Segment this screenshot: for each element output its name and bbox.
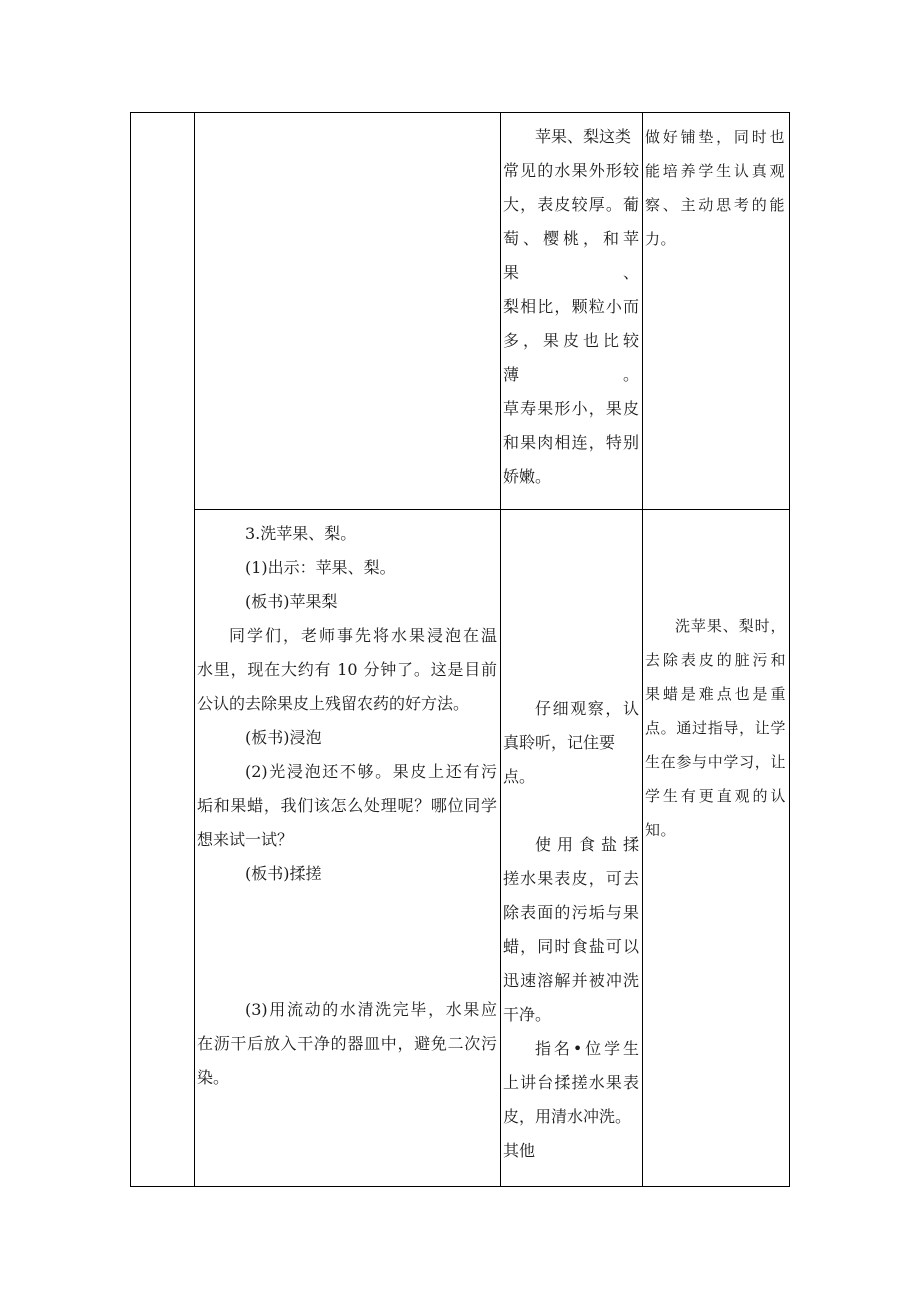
section-heading: 3.洗苹果、梨。 <box>245 524 357 543</box>
text-line: 同学们，老师事先将水果浸泡在温 <box>229 626 497 645</box>
text-line: 果蜡是难点也是重 <box>645 685 786 703</box>
text-line: 常见的水果外形较 <box>503 161 639 180</box>
text-line: 迅速溶解并被冲洗 <box>503 971 639 990</box>
text-line: (2)光浸泡还不够。果皮上还有污 <box>245 762 497 781</box>
text-line: 染。 <box>197 1068 230 1087</box>
table-divider-2 <box>500 112 501 1187</box>
text-line: 做好铺垫，同时也 <box>645 128 785 146</box>
row1-design-intent <box>645 120 785 256</box>
step-1: (1)出示：苹果、梨。 <box>245 558 396 577</box>
text-line: 苹果、梨这类 <box>535 127 632 146</box>
board-note-2: (板书)浸泡 <box>245 728 322 747</box>
board-note-3: (板书)揉搓 <box>245 864 322 883</box>
text-line: 想来试一试？ <box>197 830 294 849</box>
text-line: (3)用流动的水清洗完毕，水果应 <box>245 1000 497 1019</box>
row2-design-intent <box>645 609 786 847</box>
text-line: 学生有更直观的认 <box>645 787 786 805</box>
text-line: 仔细观察，认 <box>535 699 639 718</box>
text-line: 真聆听，记住要点。 <box>503 733 616 786</box>
table-divider-3 <box>642 112 643 1187</box>
text-line: 水里，现在大约有 10 分钟了。这是目前 <box>197 660 497 679</box>
table-divider-1 <box>194 112 195 1187</box>
text-line: 去除表皮的脏污和 <box>645 651 786 669</box>
text-line: 其他 <box>503 1141 536 1160</box>
text-line: 除表面的污垢与果 <box>503 903 639 922</box>
table-border-left <box>130 112 131 1187</box>
text-line: 生在参与中学习，让 <box>645 753 786 771</box>
text-line: 和果肉相连，特别 <box>503 433 639 452</box>
row2-teacher-activity <box>197 517 497 1095</box>
text-line: 干净。 <box>503 1005 552 1024</box>
board-note-1: (板书)苹果梨 <box>245 592 338 611</box>
text-line: 草寿果形小，果皮 <box>503 399 639 418</box>
text-line: 搓水果表皮，可去 <box>503 869 639 888</box>
text-line: 皮，用清水冲洗。 <box>503 1107 632 1126</box>
text-line: 能培养学生认真观 <box>645 162 785 180</box>
text-line: 在沥干后放入干净的器皿中，避免二次污 <box>197 1034 497 1053</box>
row2-student-activity <box>503 692 639 1168</box>
text-line: 多，果皮也比较薄。 <box>503 331 639 384</box>
text-line: 使用食盐揉 <box>535 835 639 854</box>
row-divider <box>194 509 790 510</box>
text-line: 指名•位学生 <box>535 1039 639 1058</box>
text-line: 知。 <box>645 821 677 839</box>
text-line: 上讲台揉搓水果表 <box>503 1073 639 1092</box>
table-border-right <box>789 112 790 1187</box>
text-line: 洗苹果、梨时， <box>675 617 786 635</box>
row1-student-activity <box>503 120 639 494</box>
text-line: 公认的去除果皮上残留农药的好方法。 <box>197 694 470 713</box>
text-line: 蜡，同时食盐可以 <box>503 937 639 956</box>
text-line: 梨相比，颗粒小而 <box>503 297 639 316</box>
table-border-bottom <box>130 1186 790 1187</box>
text-line: 萄、樱桃，和苹果、 <box>503 229 639 282</box>
text-line: 大，表皮较厚。葡 <box>503 195 639 214</box>
text-line: 察、主动思考的能 <box>645 196 785 214</box>
text-line: 垢和果蜡，我们该怎么处理呢？哪位同学 <box>197 796 497 815</box>
text-line: 点。通过指导，让学 <box>645 719 786 737</box>
text-line: 娇嫩。 <box>503 467 552 486</box>
table-border-top <box>130 112 790 113</box>
text-line: 力。 <box>645 230 677 248</box>
